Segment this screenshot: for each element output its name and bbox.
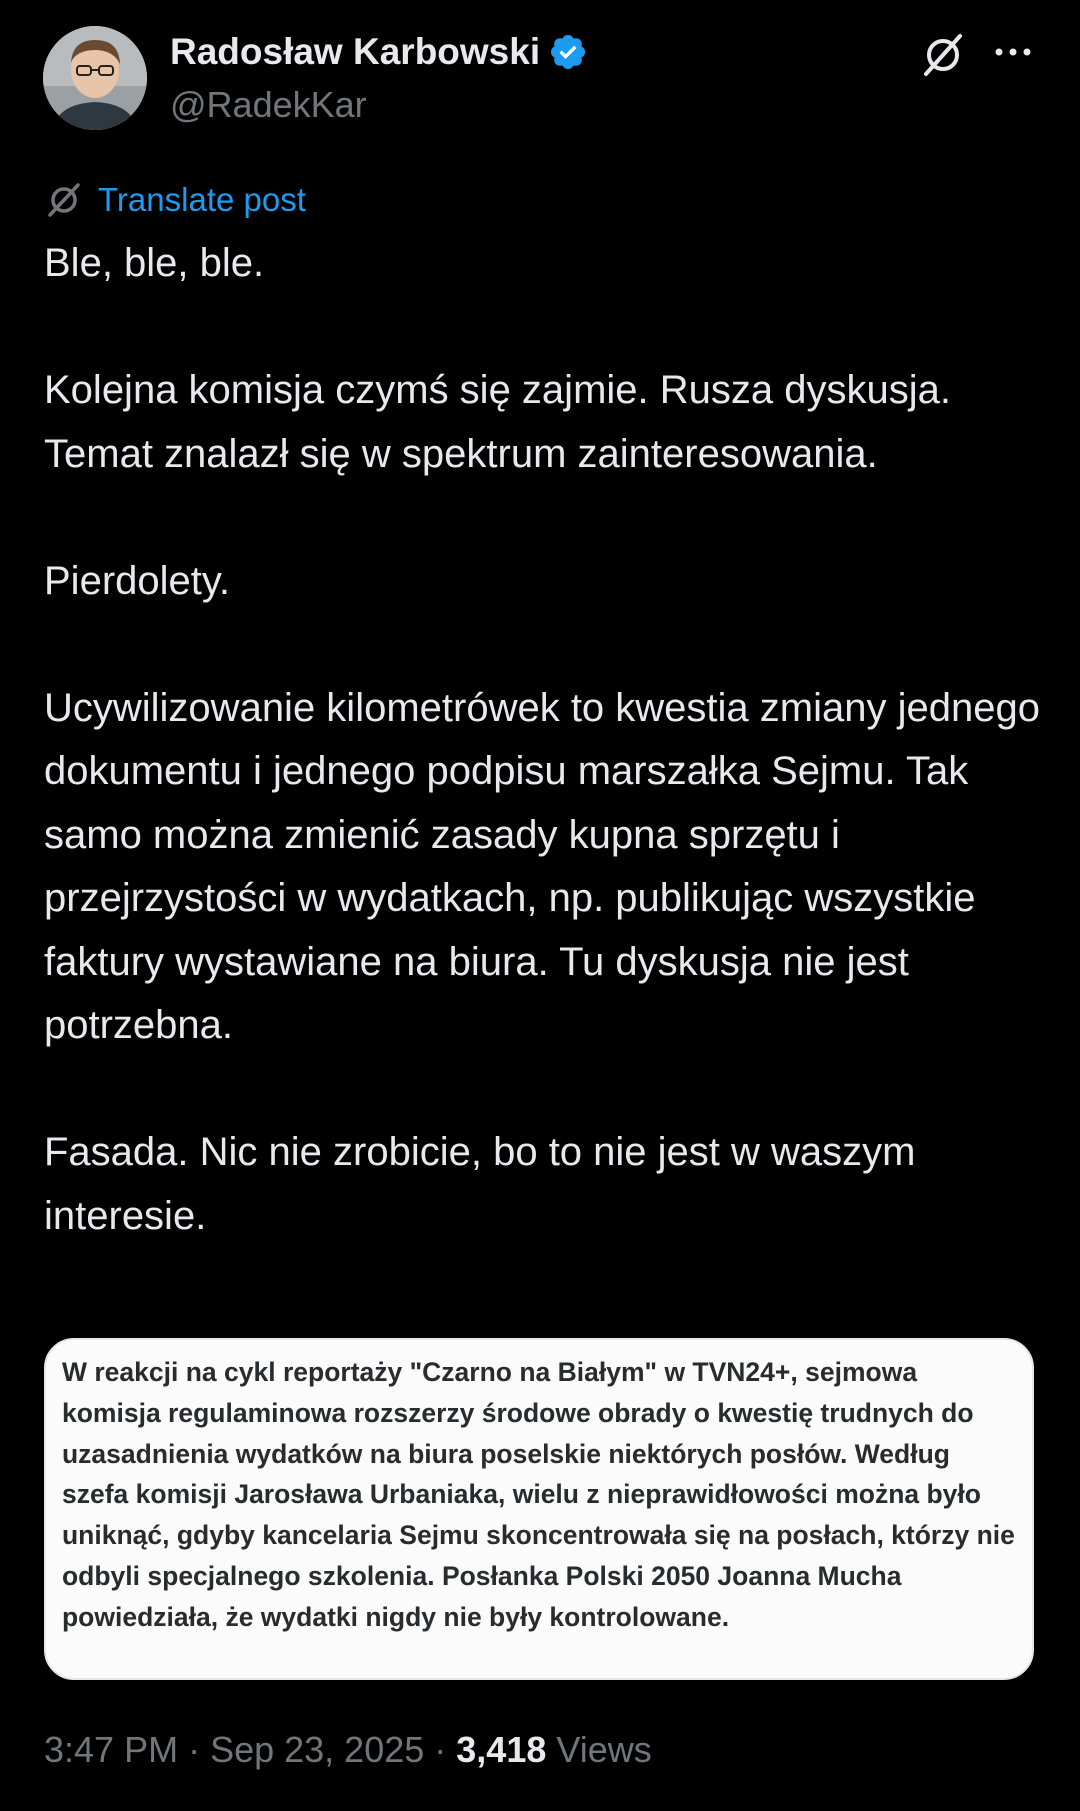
meta-separator: · — [424, 1729, 457, 1770]
more-icon[interactable] — [993, 38, 1033, 66]
author-name[interactable] — [170, 30, 588, 74]
views-label: Views — [556, 1729, 652, 1770]
meta-separator: · — [178, 1729, 211, 1770]
post-paragraph: Ucywilizowanie kilometrówek to kwestia zmiany jednego dokumentu i jednego podpisu marszałka Sejmu. Tak samo można zmienić zasady kupna sprzętu i przejrzystości w wydatkach, np. publikując wszystkie faktury wystawiane na biura. Tu dyskusja nie jest potrzebna. — [44, 685, 1040, 1047]
post-date[interactable]: Sep 23, 2025 — [210, 1729, 425, 1770]
translate-post[interactable] — [44, 178, 306, 222]
verified-badge-icon — [548, 32, 588, 72]
attached-image-text: W reakcji na cykl reportaży "Czarno na Białym" w TVN24+, sejmowa komisja regulaminowa rozszerzy środowe obrady o kwestię trudnych do uzasadnienia wydatków na biura poselskie niektórych posłów. Według szefa komisji Jarosława Urbaniaka, wielu z nieprawidłowości można było uniknąć, gdyby kancelaria Sejmu skoncentrowała się na posłach, którzy nie odbyli specjalnego szkolenia. Posłanka Polski 2050 Joanna Mucha powiedziała, że wydatki nigdy nie były kontrolowane. — [62, 1357, 1015, 1632]
post-paragraph: Kolejna komisja czymś się zajmie. Rusza dyskusja. Temat znalazł się w spektrum zainteresowania. — [44, 368, 951, 476]
post-paragraph: Fasada. Nic nie zrobicie, bo to nie jest w waszym interesie. — [44, 1130, 916, 1238]
attached-image[interactable] — [44, 1338, 1034, 1680]
post-text — [44, 232, 1044, 1248]
post-metadata — [44, 1728, 652, 1772]
grok-icon[interactable] — [918, 30, 968, 80]
post-time[interactable]: 3:47 PM — [44, 1729, 179, 1770]
translate-post-link[interactable]: Translate post — [98, 181, 306, 218]
author-handle[interactable]: @RadekKar — [170, 84, 367, 125]
avatar-image — [43, 26, 147, 130]
author-avatar[interactable] — [43, 26, 147, 130]
views-count: 3,418 — [456, 1729, 547, 1770]
post-paragraph: Ble, ble, ble. — [44, 241, 265, 285]
author-name-text: Radosław Karbowski — [170, 31, 541, 72]
grok-translate-icon — [44, 180, 84, 220]
post-paragraph: Pierdolety. — [44, 558, 231, 603]
